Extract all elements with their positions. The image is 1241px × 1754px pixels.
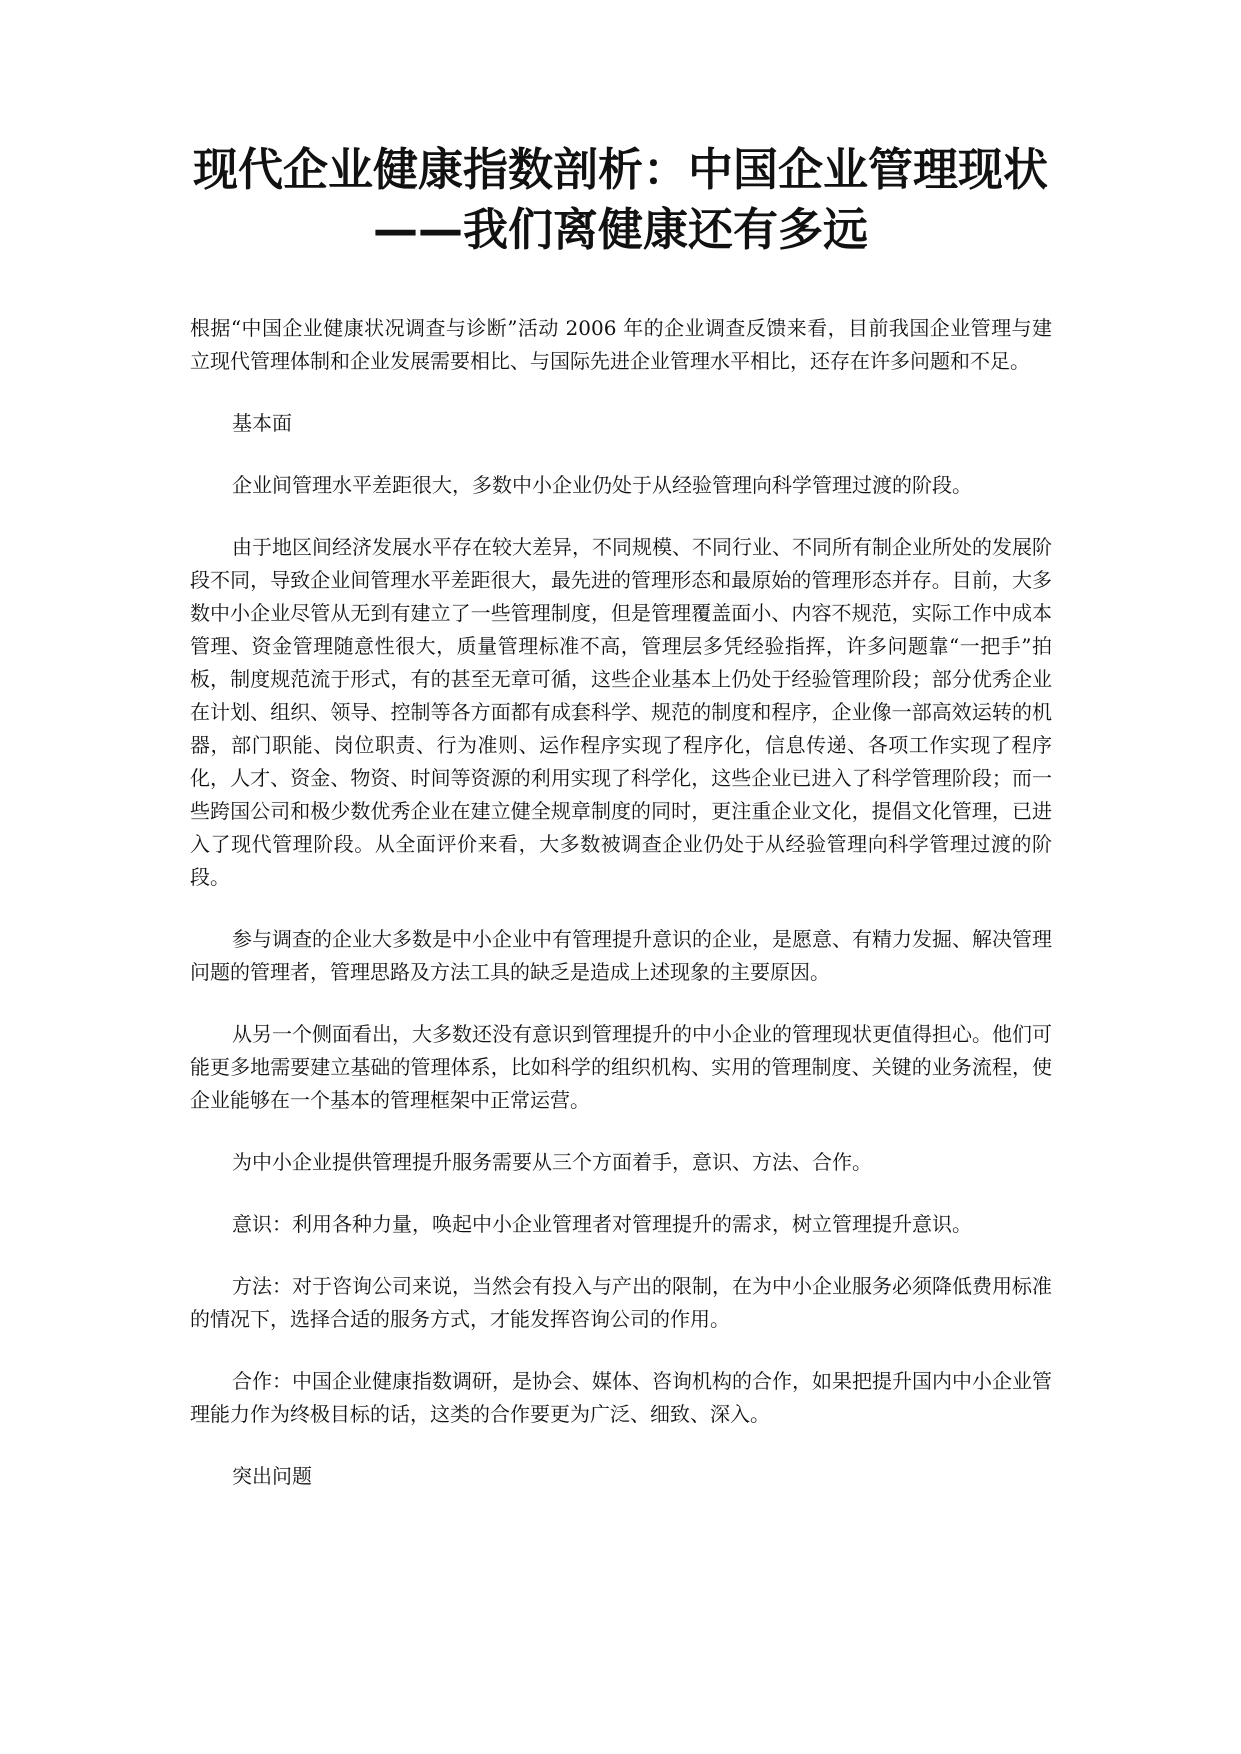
paragraph-cooperation: 合作：中国企业健康指数调研，是协会、媒体、咨询机构的合作，如果把提升国内中小企业管理能力作为终极目标的话，这类的合作要更为广泛、细致、深入。 (190, 1369, 1052, 1426)
paragraph-awareness: 意识：利用各种力量，唤起中小企业管理者对管理提升的需求，树立管理提升意识。 (232, 1212, 972, 1236)
document-body (190, 312, 1052, 1522)
paragraph-intro: 根据“中国企业健康状况调查与诊断”活动 2006 年的企业调查反馈来看，目前我国企业管理与建立现代管理体制和企业发展需要相比、与国际先进企业管理水平相比，还存在许多问题和不足。 (190, 316, 1052, 373)
paragraph-three-aspects: 为中小企业提供管理提升服务需要从三个方面着手，意识、方法、合作。 (232, 1150, 872, 1174)
paragraph-participants: 参与调查的企业大多数是中小企业中有管理提升意识的企业，是愿意、有精力发掘、解决管理问题的管理者，管理思路及方法工具的缺乏是造成上述现象的主要原因。 (190, 927, 1052, 984)
paragraph-summary: 企业间管理水平差距很大，多数中小企业仍处于从经验管理向科学管理过渡的阶段。 (232, 473, 972, 497)
paragraph-detail: 由于地区间经济发展水平存在较大差异，不同规模、不同行业、不同所有制企业所处的发展阶段不同，导致企业间管理水平差距很大，最先进的管理形态和最原始的管理形态并存。目前，大多数中小企业尽管从无到有建立了一些管理制度，但是管理覆盖面小、内容不规范，实际工作中成本管理、资金管理随意性很大，质量管理标准不高，管理层多凭经验指挥，许多问题靠“一把手”拍板，制度规范流于形式，有的甚至无章可循，这些企业基本上仍处于经验管理阶段；部分优秀企业在计划、组织、领导、控制等各方面都有成套科学、规范的制度和程序，企业像一部高效运转的机器，部门职能、岗位职责、行为准则、运作程序实现了程序化，信息传递、各项工作实现了程序化，人才、资金、物资、时间等资源的利用实现了科学化，这些企业已进入了科学管理阶段；而一些跨国公司和极少数优秀企业在建立健全规章制度的同时，更注重企业文化，提倡文化管理，已进入了现代管理阶段。从全面评价来看，大多数被调查企业仍处于从经验管理向科学管理过渡的阶段。 (190, 535, 1052, 889)
section-heading-basics: 基本面 (232, 411, 292, 435)
title-line-2: ——我们离健康还有多远 (372, 203, 868, 256)
paragraph-other-side: 从另一个侧面看出，大多数还没有意识到管理提升的中小企业的管理现状更值得担心。他们可能更多地需要建立基础的管理体系，比如科学的组织机构、实用的管理制度、关键的业务流程，使企业能够在一个基本的管理框架中正常运营。 (190, 1022, 1052, 1112)
title-line-1: 现代企业健康指数剖析：中国企业管理现状 (192, 143, 1048, 196)
document-title (150, 140, 1091, 260)
paragraph-method: 方法：对于咨询公司来说，当然会有投入与产出的限制，在为中小企业服务必须降低费用标准的情况下，选择合适的服务方式，才能发挥咨询公司的作用。 (190, 1274, 1052, 1331)
section-heading-issues: 突出问题 (232, 1464, 312, 1488)
